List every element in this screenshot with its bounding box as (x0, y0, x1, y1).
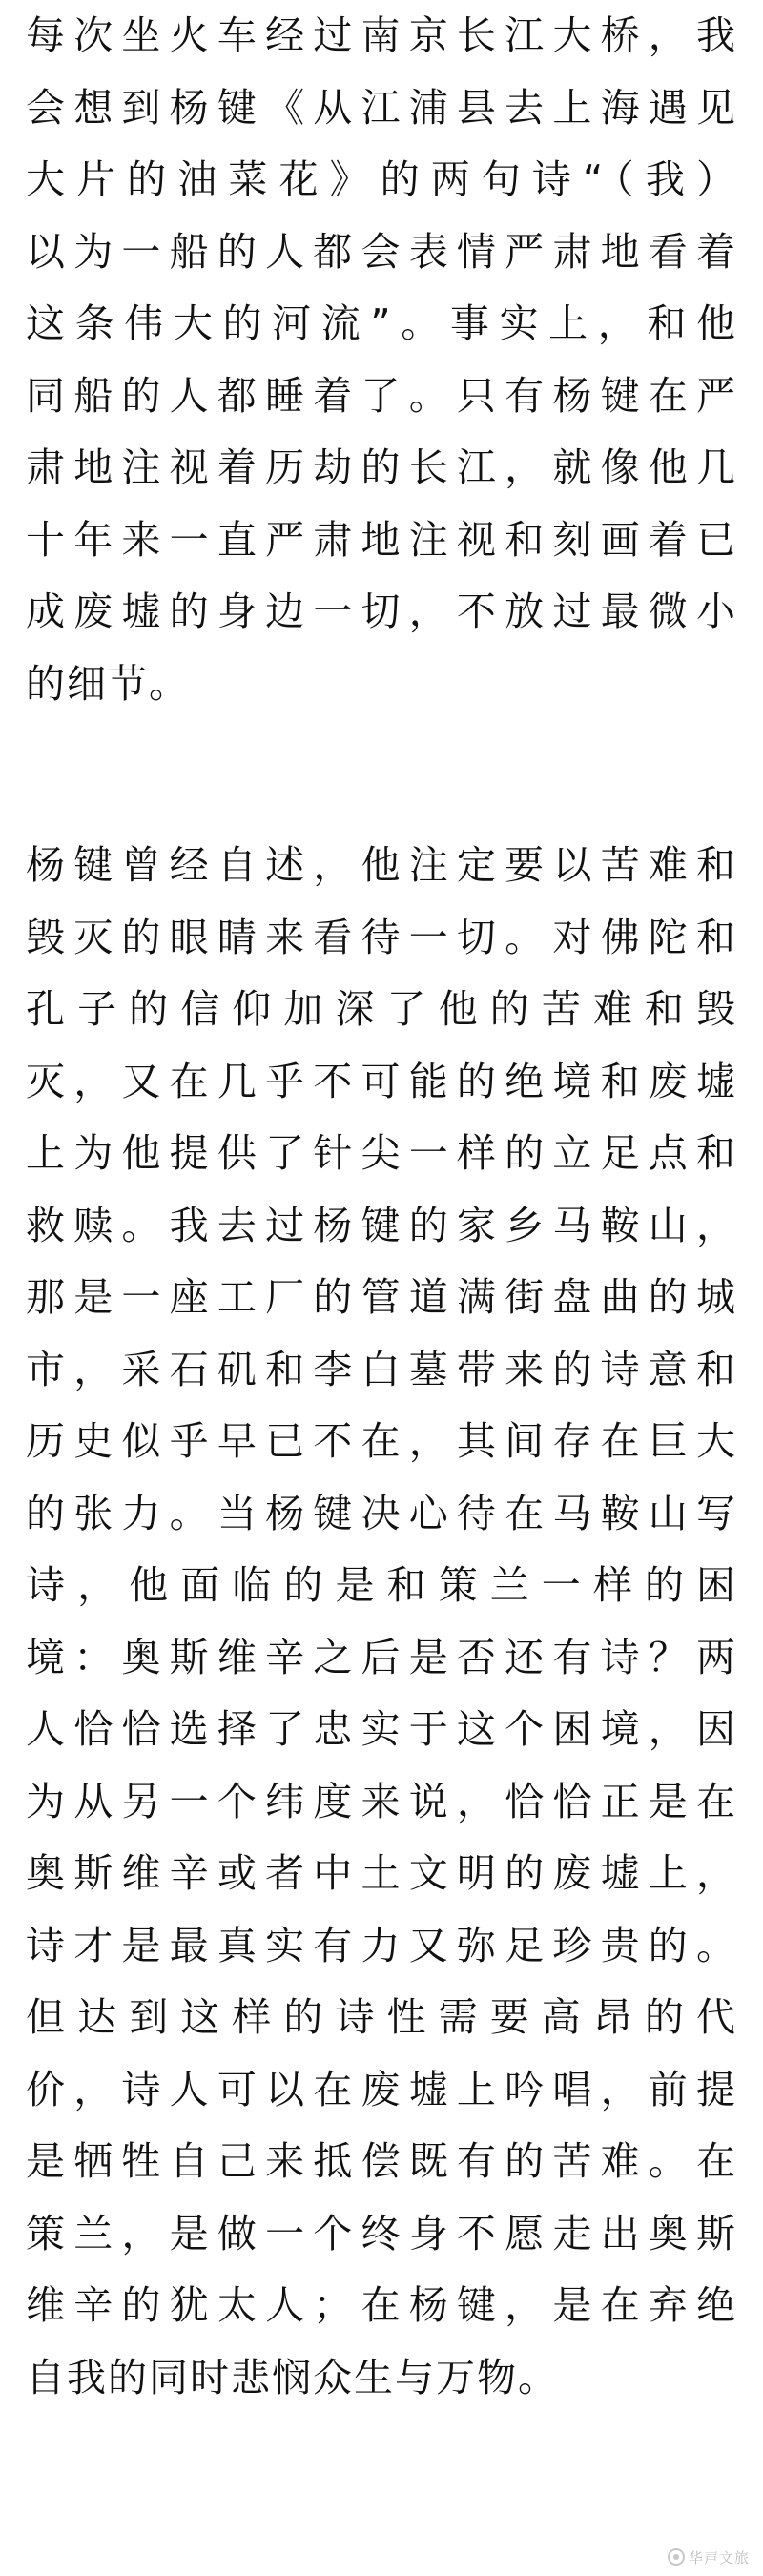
watermark-text: 华声文旅 (688, 2548, 750, 2566)
text-line: 每次坐火车经过南京长江大桥，我 (26, 12, 737, 58)
text-line: 十年来一直严肃地注视和刻画着已 (26, 516, 737, 563)
text-line: 的张力。当杨键决心待在马鞍山写 (26, 1490, 737, 1536)
text-line: 价，诗人可以在废墟上吟唱，前提 (26, 2066, 737, 2112)
text-line: 以为一船的人都会表情严肃地看着 (26, 228, 737, 275)
text-line: 市，采石矶和李白墓带来的诗意和 (26, 1346, 737, 1392)
text-line: 灭，又在几乎不可能的绝境和废墟 (26, 1058, 737, 1104)
text-line: 诗才是最真实有力又弥足珍贵的。 (26, 1922, 737, 1968)
text-line: 同船的人都睡着了。只有杨键在严 (26, 372, 737, 419)
text-line: 毁灭的眼睛来看待一切。对佛陀和 (26, 914, 737, 960)
text-line: 杨键曾经自述，他注定要以苦难和 (26, 842, 737, 888)
text-line: 诗，他面临的是和策兰一样的困 (26, 1562, 737, 1608)
text-line: 奥斯维辛或者中土文明的废墟上， (26, 1850, 737, 1896)
text-line: 人恰恰选择了忠实于这个困境，因 (26, 1706, 737, 1752)
text-line: 策兰，是做一个终身不愿走出奥斯 (26, 2210, 737, 2257)
text-line: 孔子的信仰加深了他的苦难和毁 (26, 986, 737, 1032)
text-line: 大片的油菜花》的两句诗“（我） (26, 156, 737, 202)
text-line: 是牺牲自己来抵偿既有的苦难。在 (26, 2138, 737, 2184)
text-line: 那是一座工厂的管道满街盘曲的城 (26, 1274, 737, 1320)
text-line: 的细节。 (26, 660, 190, 707)
text-line: 为从另一个纬度来说，恰恰正是在 (26, 1778, 737, 1824)
text-line: 上为他提供了针尖一样的立足点和 (26, 1130, 737, 1176)
text-line: 肃地注视着历劫的长江，就像他几 (26, 444, 737, 490)
text-line: 这条伟大的河流”。事实上，和他 (26, 300, 737, 346)
text-line: 救赎。我去过杨键的家乡马鞍山， (26, 1202, 737, 1248)
paragraph-1 (26, 0, 737, 720)
paragraph-2 (26, 830, 737, 2414)
text-line: 自我的同时悲悯众生与万物。 (26, 2354, 559, 2401)
text-line: 会想到杨键《从江浦县去上海遇见 (26, 84, 737, 131)
text-line: 维辛的犹太人；在杨键，是在弃绝 (26, 2282, 737, 2328)
text-line: 但达到这样的诗性需要高昂的代 (26, 1994, 737, 2040)
watermark-logo-icon (668, 2548, 685, 2566)
watermark (668, 2545, 750, 2568)
text-line: 成废墟的身边一切，不放过最微小 (26, 588, 737, 634)
text-line: 历史似乎早已不在，其间存在巨大 (26, 1418, 737, 1464)
text-line: 境：奥斯维辛之后是否还有诗？两 (26, 1634, 737, 1680)
